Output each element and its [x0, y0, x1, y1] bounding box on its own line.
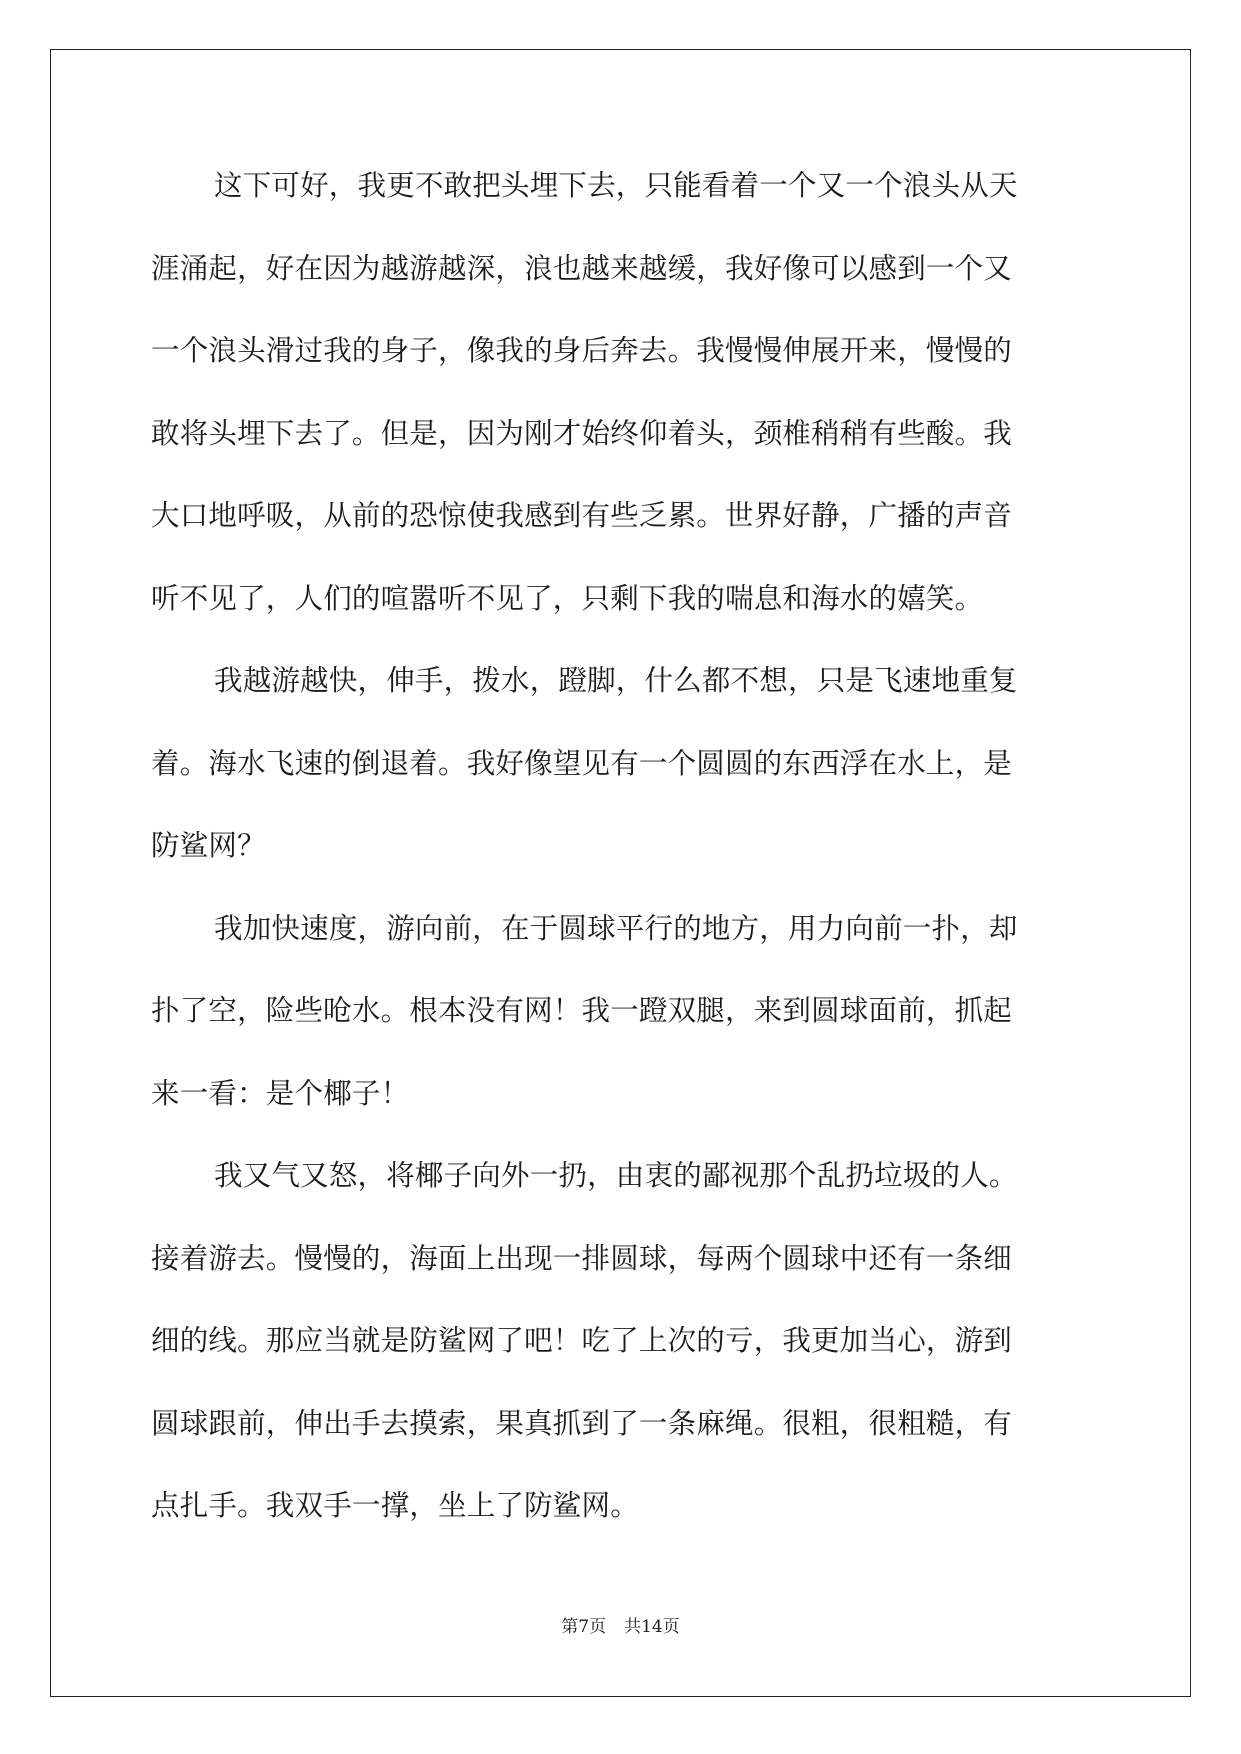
paragraph-3	[151, 905, 1091, 1153]
document-body	[151, 162, 1091, 1565]
text-line: 圆球跟前，伸出手去摸索，果真抓到了一条麻绳。很粗，很粗糙，有	[151, 1406, 1013, 1440]
paragraph-1	[151, 162, 1091, 657]
text-line: 敢将头埋下去了。但是，因为刚才始终仰着头，颈椎稍稍有些酸。我	[151, 416, 1013, 450]
text-line: 点扎手。我双手一撑，坐上了防鲨网。	[151, 1489, 639, 1522]
text-line: 大口地呼吸，从前的恐惊使我感到有些乏累。世界好静，广播的声音	[151, 499, 1013, 532]
text-line: 防鲨网？	[151, 829, 266, 862]
text-line: 着。海水飞速的倒退着。我好像望见有一个圆圆的东西浮在水上，是	[151, 746, 1013, 780]
paragraph-4	[151, 1152, 1091, 1565]
text-line: 这下可好，我更不敢把头埋下去，只能看着一个又一个浪头从天	[214, 169, 1018, 202]
page-footer	[0, 1617, 1241, 1637]
text-line: 听不见了，人们的喧嚣听不见了，只剩下我的喘息和海水的嬉笑。	[151, 581, 984, 615]
text-line: 接着游去。慢慢的，海面上出现一排圆球，每两个圆球中还有一条细	[151, 1241, 1013, 1275]
page-number: 第7页	[561, 1617, 607, 1637]
text-line: 扑了空，险些呛水。根本没有网！我一蹬双腿，来到圆球面前，抓起	[151, 994, 1013, 1027]
text-line: 我越游越快，伸手，拨水，蹬脚，什么都不想，只是飞速地重复	[214, 664, 1018, 697]
text-line: 细的线。那应当就是防鲨网了吧！吃了上次的亏，我更加当心，游到	[151, 1324, 1013, 1357]
text-line: 一个浪头滑过我的身子，像我的身后奔去。我慢慢伸展开来，慢慢的	[151, 334, 1013, 367]
text-line: 来一看：是个椰子！	[151, 1076, 410, 1110]
paragraph-2	[151, 657, 1091, 905]
text-line: 我又气又怒，将椰子向外一扔，由衷的鄙视那个乱扔垃圾的人。	[214, 1159, 1018, 1192]
text-line: 涯涌起，好在因为越游越深，浪也越来越缓，我好像可以感到一个又	[151, 251, 1013, 285]
page-total: 共14页	[624, 1617, 680, 1637]
text-line: 我加快速度，游向前，在于圆球平行的地方，用力向前一扑，却	[214, 911, 1018, 945]
